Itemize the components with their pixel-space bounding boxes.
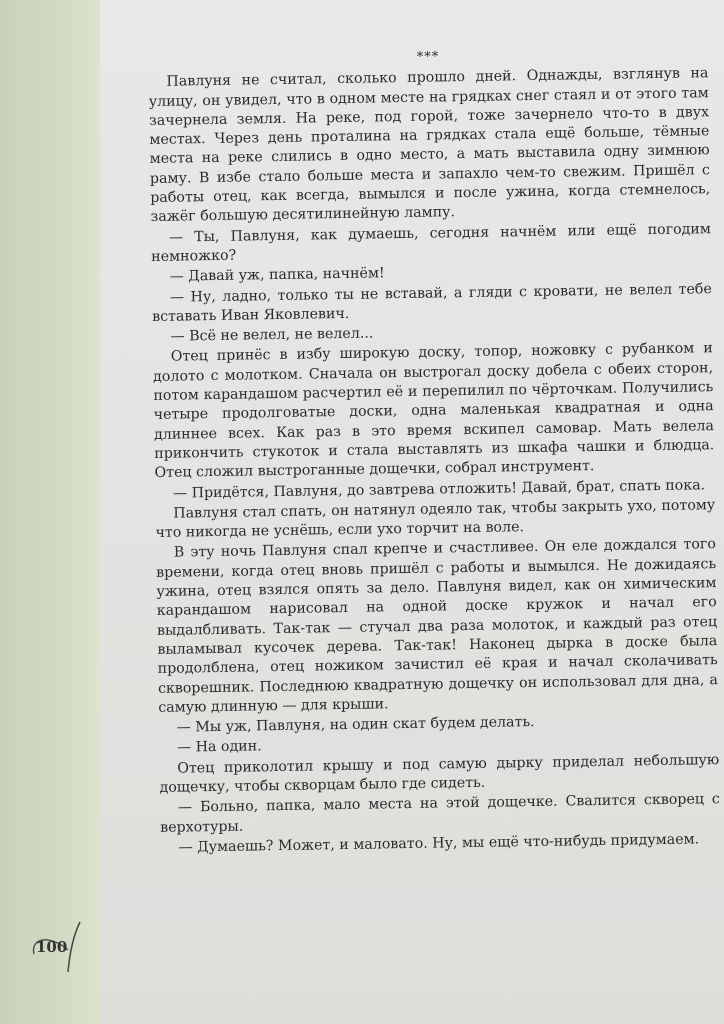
paragraph-10: — Мы уж, Павлуня, на один скат будем делать. — [176, 714, 535, 736]
paragraph-12: Отец приколотил крышу и под самую дырку приделал небольшую дощечку, чтобы скворцам было где сидеть. — [159, 751, 720, 796]
paragraph-3: — Давай уж, папка, начнём! — [169, 265, 385, 285]
paragraph-1: Павлуня не считал, сколько прошло дней. Однажды, взглянув на улицу, он увидел, что в одном месте на грядках снег стаял и от этого там зачернела земля. На реке, под горой, тоже зачернело что-то в двух местах. Через день проталина на грядках стала ещё больше, тёмные места на реке слились в одно место, а мать выставила одну зимнюю раму. В избе стало больше места и запахло чем-то свежим. Пришёл с работы отец, как всегда, вымылся и после ужина, когда стемнелось, зажёг большую десятилинейную лампу. — [148, 65, 711, 226]
page-number: 100 — [36, 938, 68, 956]
paragraph-14: — Думаешь? Может, и маловато. Ну, мы ещё что-нибудь придумаем. — [178, 831, 700, 856]
paragraph-11: — На один. — [176, 738, 262, 757]
page-text — [148, 43, 721, 859]
paragraph-7: — Придётся, Павлуня, до завтрева отложить! Давай, брат, спать пока. — [172, 476, 706, 502]
paragraph-8: Павлуня стал спать, он натянул одеяло так, чтобы закрыть ухо, потому что никогда не уснёшь, если ухо торчит на воле. — [155, 496, 716, 542]
paragraph-13: — Больно, папка, мало места на этой дощечке. Свалится скворец с верхотуры. — [160, 791, 720, 836]
section-marker: *** — [416, 49, 440, 65]
paragraph-9: В эту ночь Павлуня спал крепче и счастливее. Он еле дождался того времени, когда отец вновь пришёл с работы и вымылся. Не дожидаясь ужина, отец взялся опять за дело. Павлуня видел, как он химическим карандашом нарисовал на одной доске кружок и начал его выдалбливать. Так-так — стучал два раза молоток, и каждый раз отец выламывал кусочек дерева. Так-так! Наконец дырка в доске была продолблена, отец ножиком зачистил её края и начал сколачивать скворешник. Последнюю квадратную дощечку он использовал для дна, а самую длинную — для крыши. — [156, 536, 719, 716]
paragraph-6: Отец принёс в избу широкую доску, топор, ножовку с рубанком и долото с молотком. Сначала он выстрогал доску добела с обеих сторон, потом карандашом расчертил её и перепилил по чёрточкам. Получились четыре продолговатые доски, одна маленькая квадратная и одна длиннее всех. Как раз в это время вскипел самовар. Мать велела прикончить стукоток и стала выставлять из шкафа чашки и блюдца. Отец сложил выстроганные дощечки, собрал инструмент. — [152, 340, 715, 482]
paragraph-2: — Ты, Павлуня, как думаешь, сегодня начнём или ещё погодим немножко? — [151, 220, 711, 265]
margin-band — [0, 0, 110, 1024]
page-number-badge — [28, 920, 108, 980]
paragraph-4: — Ну, ладно, только ты не вставай, а гляди с кровати, не велел тебе вставать Иван Яковлевич. — [152, 280, 712, 325]
paragraph-5: — Всё не велел, не велел... — [170, 325, 374, 345]
